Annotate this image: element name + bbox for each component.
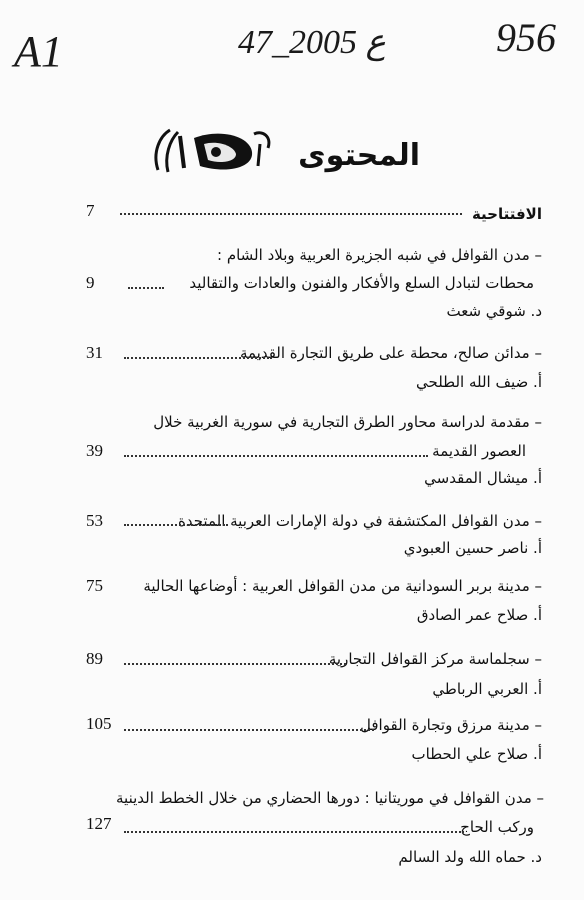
toc-page-number: 31 — [86, 343, 103, 362]
toc-entry-title-continued: العصور القديمة — [432, 442, 526, 460]
handwritten-code-left: A1 — [14, 27, 63, 76]
toc-entry-title: – مدائن صالح، محطة على طريق التجارة القديمة — [239, 344, 542, 362]
toc-author: أ. ناصر حسين العبودي — [403, 539, 542, 557]
toc-author: أ. ميشال المقدسي — [424, 469, 542, 487]
toc-page-number: 105 — [86, 714, 112, 733]
toc-page-number: 53 — [86, 511, 103, 530]
toc-page-number: 75 — [86, 576, 103, 595]
toc-author: د. حماه الله ولد السالم — [398, 848, 542, 866]
toc-page-number: 7 — [86, 201, 95, 220]
toc-entry-title-continued: محطات لتبادل السلع والأفكار والفنون والعادات والتقاليد — [189, 274, 534, 292]
handwritten-issue-date: 47_ع 2005 — [238, 24, 386, 61]
toc-entry-title-continued: وركب الحاج — [460, 818, 534, 836]
toc-entry-title: – مدينة مرزق وتجارة القوافل — [360, 716, 542, 734]
toc-page-number: 39 — [86, 441, 103, 460]
leader-dots — [124, 455, 428, 457]
toc-author: أ. صلاح عمر الصادق — [416, 606, 542, 624]
leader-dots — [124, 729, 374, 731]
leader-dots — [124, 663, 346, 665]
leader-dots — [124, 357, 272, 359]
toc-entry-title: – مدن القوافل في شبه الجزيرة العربية وبلاد الشام : — [217, 246, 542, 264]
leader-dots — [128, 287, 164, 289]
toc-author: أ. العربي الرباطي — [432, 680, 542, 698]
toc-entry-title: – سجلماسة مركز القوافل التجارية — [328, 650, 542, 668]
toc-author: أ. ضيف الله الطلحي — [416, 373, 542, 391]
toc-entry-title: – مدن القوافل في موريتانيا : دورها الحضاري من خلال الخطط الدينية — [116, 789, 544, 807]
leader-dots — [120, 213, 462, 215]
toc-page-number: 89 — [86, 649, 103, 668]
stamp-logo — [150, 122, 290, 178]
page-title: المحتوى — [298, 138, 420, 173]
toc-author: أ. صلاح علي الحطاب — [411, 745, 542, 763]
toc-page-number: 127 — [86, 814, 112, 833]
toc-page-number: 9 — [86, 273, 95, 292]
leader-dots — [124, 831, 464, 833]
leader-dots — [124, 524, 228, 526]
toc-author: د. شوقي شعث — [446, 302, 542, 320]
toc-entry-title: الافتتاحية — [471, 205, 542, 223]
handwritten-number-right: 956 — [496, 15, 556, 60]
toc-entry-title: – مقدمة لدراسة محاور الطرق التجارية في سورية الغربية خلال — [153, 413, 542, 431]
toc-entry-title: – مدينة بربر السودانية من مدن القوافل العربية : أوضاعها الحالية — [143, 577, 542, 595]
toc-entry-title: – مدن القوافل المكتشفة في دولة الإمارات العربية المتحدة — [178, 512, 542, 530]
